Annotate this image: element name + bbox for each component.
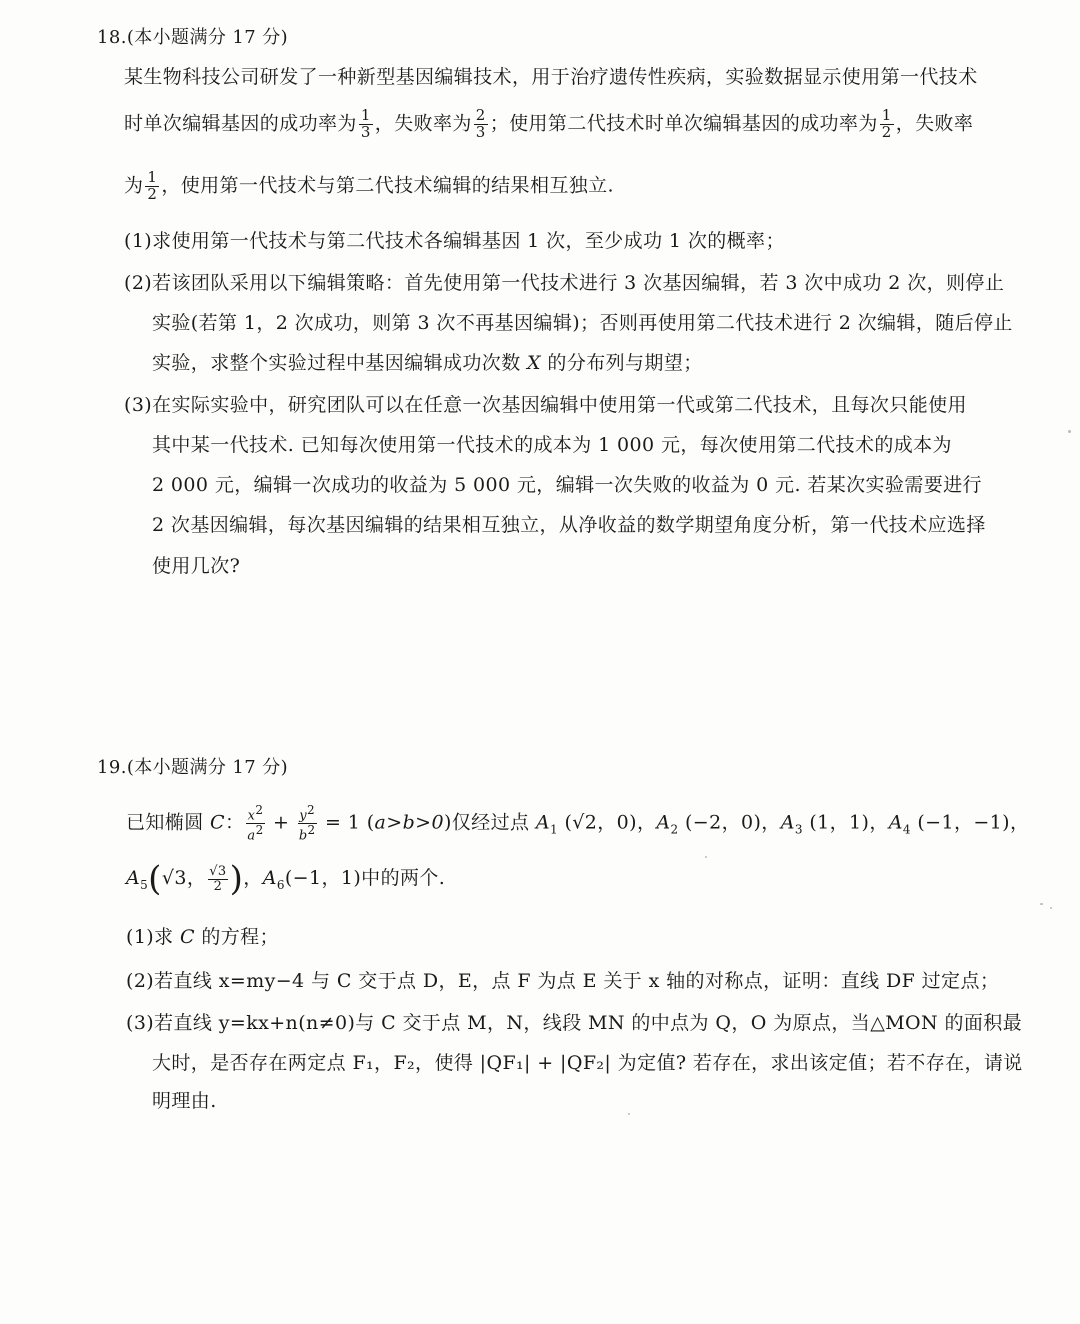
point-a2-coords: (−2，0)，	[678, 811, 781, 834]
scan-speck	[705, 856, 707, 858]
point-a4-label: A	[888, 811, 903, 834]
q18-paragraph-line-2	[124, 108, 973, 141]
fraction-sqrt3-over-2: $\frac{√3}{2}$	[209, 863, 227, 894]
scan-speck	[1040, 903, 1043, 905]
scan-speck	[1050, 907, 1052, 909]
point-a3-coords: (1，1)，	[802, 811, 889, 834]
fraction-y2-over-b2: $\frac{y^2}{b^2}$	[298, 803, 316, 844]
fraction-one-third: $\frac{1}{3}$	[360, 106, 371, 141]
plus-sign: +	[266, 811, 296, 834]
q18-subquestion-2-line-3	[152, 352, 703, 375]
q18-text-segment: 为	[124, 174, 144, 197]
subscript: 3	[794, 822, 803, 837]
q18-subquestion-3-line-5: 使用几次?	[152, 555, 241, 577]
q19-paragraph-line-2	[126, 859, 446, 899]
point-a4-coords: (−1，−1)，	[910, 811, 1030, 834]
q18-paragraph-line-3	[124, 170, 614, 203]
point-a6-coords: (−1，1)中的两个.	[284, 867, 446, 889]
q19-text-segment: )仅经过点	[443, 811, 536, 834]
variable-c: C	[179, 926, 195, 948]
fraction-two-thirds: $\frac{2}{3}$	[475, 106, 486, 141]
q18-text-segment: ，失败率	[895, 112, 974, 135]
q19-text-segment: 的方程；	[194, 926, 279, 948]
q18-text-segment: ，失败率为	[374, 112, 472, 135]
q18-heading: 18.(本小题满分 17 分)	[97, 27, 289, 48]
q18-subquestion-3-line-1: (3)在实际实验中，研究团队可以在任意一次基因编辑中使用第一代或第二代技术，且每次只能使用	[124, 394, 967, 416]
q18-subquestion-3-line-2: 其中某一代技术. 已知每次使用第一代技术的成本为 1 000 元，每次使用第二代技术的成本为	[152, 434, 952, 456]
q18-paragraph-line-1: 某生物科技公司研发了一种新型基因编辑技术，用于治疗遗传性疾病，实验数据显示使用第一代技术	[124, 66, 978, 88]
q18-text-segment: 时单次编辑基因的成功率为	[124, 112, 357, 135]
right-paren: )	[229, 859, 244, 899]
point-a1-label: A	[535, 811, 550, 834]
comma: ，	[186, 867, 207, 889]
point-a5-label: A	[126, 867, 141, 889]
subscript: 6	[276, 877, 285, 892]
q19-subquestion-2: (2)若直线 x=my−4 与 C 交于点 D，E，点 F 为点 E 关于 x 轴的对称点，证明：直线 DF 过定点；	[126, 970, 1000, 992]
point-a6-label: A	[262, 867, 277, 889]
q19-text-segment: (1)求	[126, 926, 180, 948]
q18-text-segment: 实验，求整个实验过程中基因编辑成功次数	[152, 352, 528, 374]
fraction-one-half: $\frac{1}{2}$	[147, 168, 158, 203]
subscript: 4	[902, 822, 911, 837]
comma: ，	[243, 867, 263, 889]
q18-text-segment: ；使用第二代技术时单次编辑基因的成功率为	[489, 112, 878, 135]
q19-subquestion-1	[126, 926, 279, 949]
point-a2-label: A	[656, 811, 671, 834]
q18-subquestion-2-line-2: 实验(若第 1，2 次成功，则第 3 次不再基因编辑)；否则再使用第二代技术进行 2 次编辑，随后停止	[152, 312, 1013, 334]
q19-subquestion-3-line-3: 明理由.	[152, 1090, 217, 1112]
q19-text-segment: = 1 (	[318, 811, 375, 834]
sqrt-three: √3	[161, 867, 187, 889]
q19-subquestion-3-line-1: (3)若直线 y=kx+n(n≠0)与 C 交于点 M，N，线段 MN 的中点为 Q，O 为原点，当△MON 的面积最	[126, 1012, 1023, 1034]
q19-heading: 19.(本小题满分 17 分)	[97, 757, 289, 778]
q18-subquestion-3-line-4: 2 次基因编辑，每次基因编辑的结果相互独立，从净收益的数学期望角度分析，第一代技术应选择	[152, 514, 986, 536]
left-paren: (	[148, 859, 162, 899]
q18-subquestion-3-line-3: 2 000 元，编辑一次成功的收益为 5 000 元，编辑一次失败的收益为 0 元. 若某次实验需要进行	[152, 474, 982, 496]
subscript: 5	[140, 877, 149, 892]
point-a1-coords: (√2，0)，	[558, 811, 657, 834]
q18-text-segment: ，使用第一代技术与第二代技术编辑的结果相互独立.	[161, 174, 615, 197]
scan-speck	[1068, 430, 1071, 433]
variable-x: X	[527, 352, 541, 374]
q19-subquestion-3-line-2: 大时，是否存在两定点 F₁，F₂，使得 |QF₁| + |QF₂| 为定值? 若存在，求出该定值；若不存在，请说	[152, 1052, 1023, 1074]
variable-c: C	[210, 811, 225, 834]
q18-subquestion-1: (1)求使用第一代技术与第二代技术各编辑基因 1 次，至少成功 1 次的概率；	[124, 230, 785, 252]
q19-paragraph-line-1	[126, 804, 1029, 843]
ellipse-condition: a>b>0	[374, 811, 444, 834]
subscript: 1	[549, 822, 558, 837]
q19-text-segment: 已知椭圆	[126, 811, 211, 834]
point-a3-label: A	[780, 811, 795, 834]
q18-text-segment: 的分布列与期望；	[540, 352, 703, 374]
subscript: 2	[670, 822, 679, 837]
fraction-x2-over-a2: $\frac{x^2}{a^2}$	[247, 803, 264, 844]
q18-subquestion-2-line-1: (2)若该团队采用以下编辑策略：首先使用第一代技术进行 3 次基因编辑，若 3 次中成功 2 次，则停止	[124, 272, 1005, 294]
q19-text-segment: ：	[225, 811, 245, 834]
fraction-one-half: $\frac{1}{2}$	[881, 106, 892, 141]
scan-speck	[628, 1113, 630, 1115]
